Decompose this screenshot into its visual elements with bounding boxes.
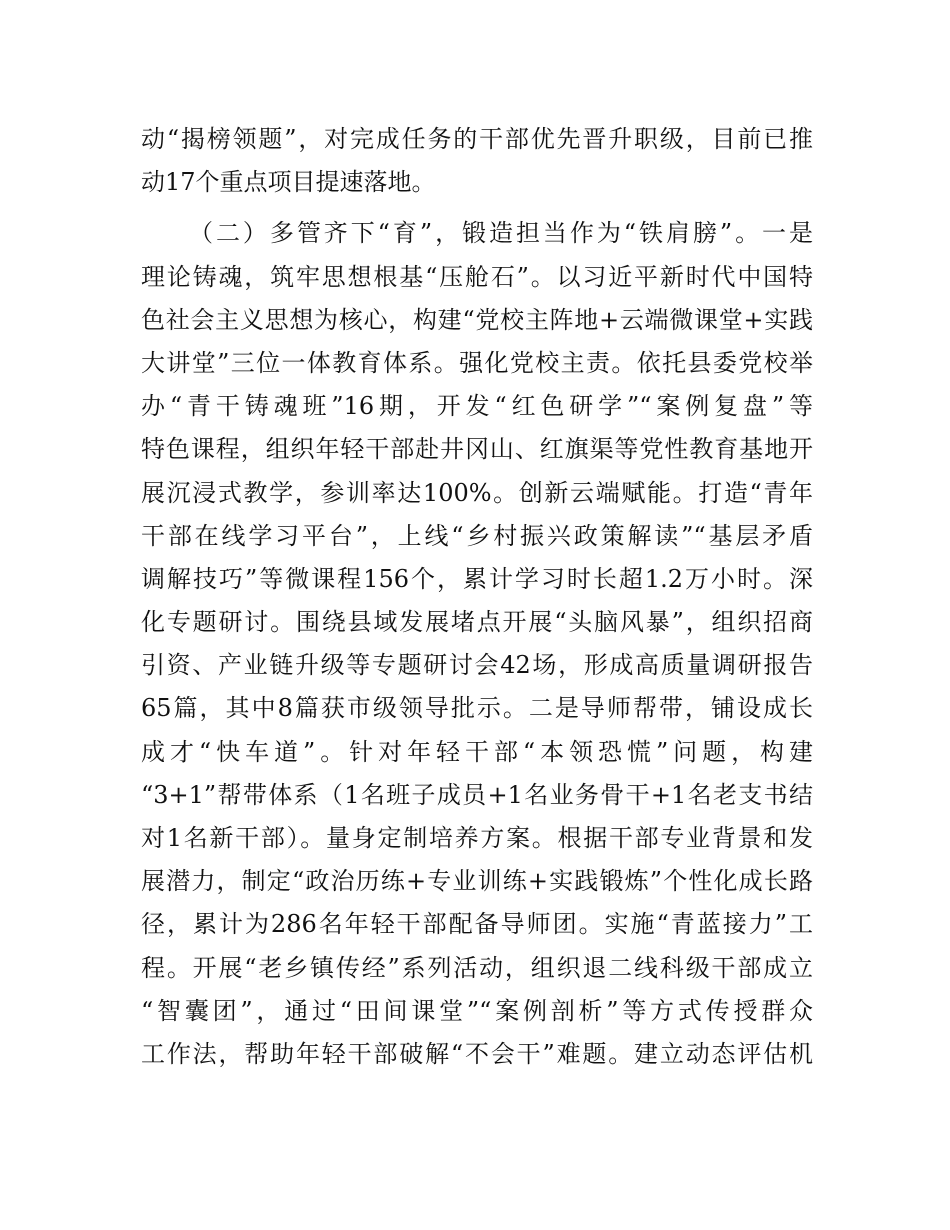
text-line: 办“青干铸魂班”16期，开发“红色研学”“案例复盘”等: [141, 392, 813, 421]
text-line: 化专题研讨。围绕县域发展堵点开展“头脑风暴”，组织招商: [141, 608, 813, 637]
text-line: “3+1”帮带体系（1名班子成员+1名业务骨干+1名老支书结: [141, 780, 813, 809]
text-line: “智囊团”，通过“田间课堂”“案例剖析”等方式传授群众: [141, 996, 813, 1025]
text-line: 成才“快车道”。针对年轻干部“本领恐慌”问题，构建: [141, 737, 813, 766]
text-line: 色社会主义思想为核心，构建“党校主阵地+云端微课堂+实践: [141, 305, 813, 334]
text-line: 65篇，其中8篇获市级领导批示。二是导师帮带，铺设成长: [141, 694, 813, 723]
text-line: 引资、产业链升级等专题研讨会42场，形成高质量调研报告: [141, 651, 813, 680]
text-line: 大讲堂”三位一体教育体系。强化党校主责。依托县委党校举: [141, 348, 813, 377]
text-line: 展沉浸式教学，参训率达100%。创新云端赋能。打造“青年: [141, 478, 813, 507]
text-line: 动17个重点项目提速落地。: [141, 168, 436, 197]
text-line: 调解技巧”等微课程156个，累计学习时长超1.2万小时。深: [141, 564, 813, 593]
paragraph-2: [141, 212, 813, 1076]
text-line: （二）多管齐下“育”，锻造担当作为“铁肩膀”。一是: [189, 219, 813, 248]
text-line: 对1名新干部）。量身定制培养方案。根据干部专业背景和发: [141, 824, 813, 852]
text-line: 径，累计为286名年轻干部配备导师团。实施“青蓝接力”工: [141, 910, 813, 939]
paragraph-1: [141, 118, 813, 204]
text-line: 程。开展“老乡镇传经”系列活动，组织退二线科级干部成立: [141, 953, 813, 982]
text-line: 展潜力，制定“政治历练+专业训练+实践锻炼”个性化成长路: [141, 867, 813, 896]
text-line: 干部在线学习平台”，上线“乡村振兴政策解读”“基层矛盾: [141, 521, 813, 550]
text-line: 动“揭榜领题”，对完成任务的干部优先晋升职级，目前已推: [141, 125, 813, 153]
text-line: 工作法，帮助年轻干部破解“不会干”难题。建立动态评估机: [141, 1039, 813, 1068]
paragraph-gap: [141, 204, 813, 212]
text-line: 理论铸魂，筑牢思想根基“压舱石”。以习近平新时代中国特: [141, 262, 813, 291]
document-body: [141, 118, 813, 1076]
text-line: 特色课程，组织年轻干部赴井冈山、红旗渠等党性教育基地开: [141, 435, 813, 464]
